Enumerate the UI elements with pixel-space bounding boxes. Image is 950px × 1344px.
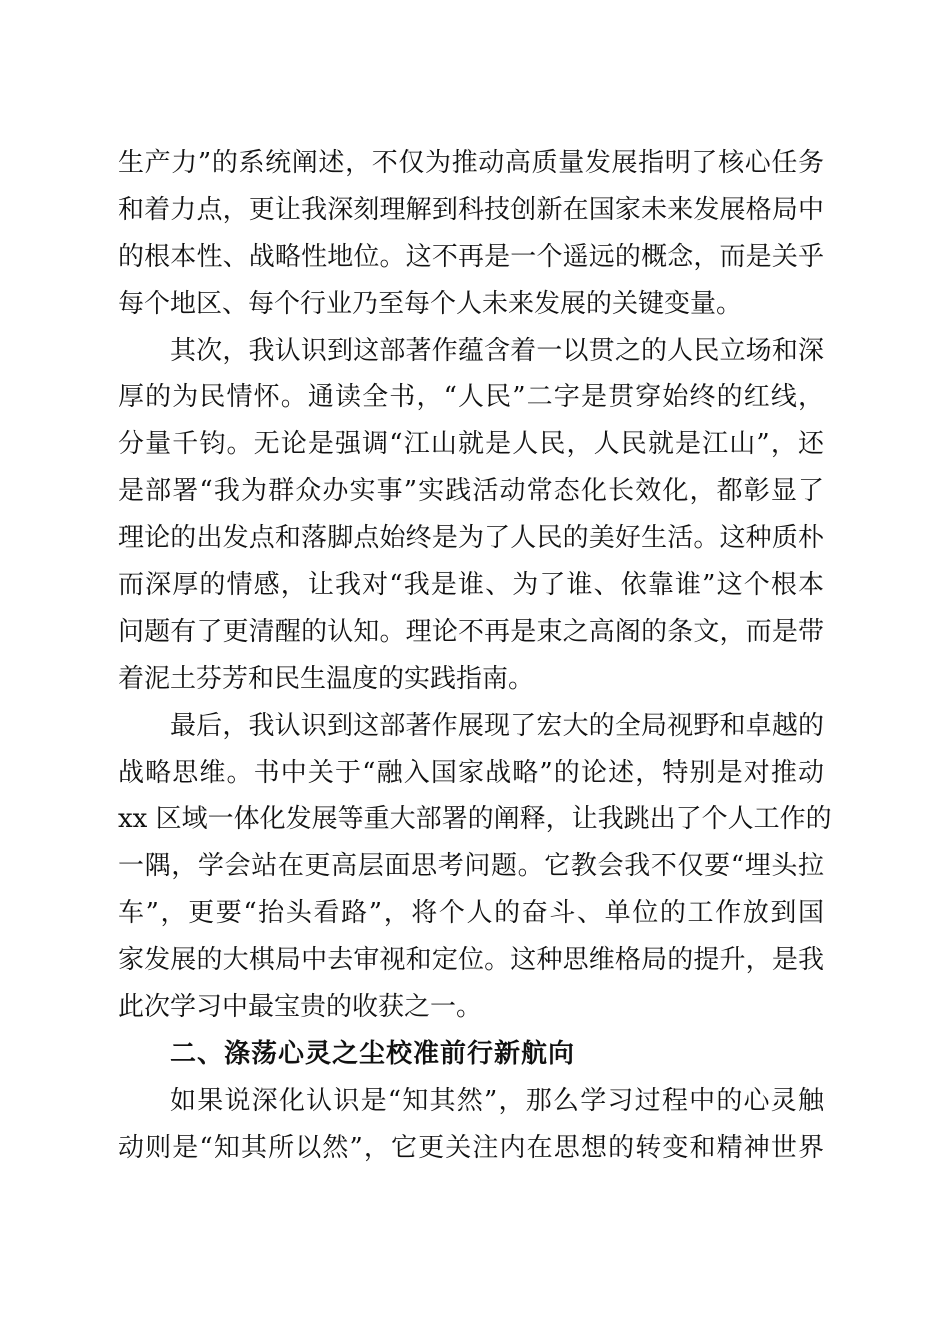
text-line: 车”，更要“抬头看路”，将个人的奋斗、单位的工作放到国 [118, 898, 824, 929]
text-line: 生产力”的系统阐述，不仅为推动高质量发展指明了核心任务 [118, 148, 824, 178]
paragraph-strategic-vision [118, 703, 832, 1031]
text-line: 每个地区、每个行业乃至每个人未来发展的关键变量。 [118, 288, 743, 319]
text-line: 其次，我认识到这部著作蕴含着一以贯之的人民立场和深 [170, 335, 824, 366]
text-line: 是部署“我为群众办实事”实践活动常态化长效化，都彰显了 [118, 476, 824, 507]
text-line: 此次学习中最宝贵的收获之一。 [118, 992, 483, 1023]
text-line: 一隅，学会站在更高层面思考问题。它教会我不仅要“埋头拉 [118, 851, 824, 882]
section-heading [118, 1031, 824, 1078]
text-line: 的根本性、战略性地位。这不再是一个遥远的概念，而是关乎 [118, 241, 824, 272]
text-line: 而深厚的情感，让我对“我是谁、为了谁、依靠谁”这个根本 [118, 570, 824, 601]
text-line: 如果说深化认识是“知其然”，那么学习过程中的心灵触 [170, 1085, 824, 1116]
paragraph-closing [118, 1078, 824, 1172]
text-line: xx 区域一体化发展等重大部署的阐释，让我跳出了个人工作的 [118, 804, 832, 835]
text-line: 厚的为民情怀。通读全书，“人民”二字是贯穿始终的红线， [118, 382, 824, 413]
text-line: 战略思维。书中关于“融入国家战略”的论述，特别是对推动 [118, 757, 824, 788]
paragraph-people-stance [118, 328, 824, 703]
document-body [118, 140, 832, 1172]
text-line: 动则是“知其所以然”，它更关注内在思想的转变和精神世界 [118, 1132, 824, 1163]
text-line: 分量千钧。无论是强调“江山就是人民，人民就是江山”，还 [118, 429, 824, 460]
text-line: 和着力点，更让我深刻理解到科技创新在国家未来发展格局中 [118, 194, 824, 225]
section-heading-text: 二、涤荡心灵之尘校准前行新航向 [170, 1038, 576, 1069]
text-line: 问题有了更清醒的认知。理论不再是束之高阁的条文，而是带 [118, 616, 824, 647]
text-line: 家发展的大棋局中去审视和定位。这种思维格局的提升，是我 [118, 945, 824, 976]
text-line: 最后，我认识到这部著作展现了宏大的全局视野和卓越的 [170, 710, 824, 741]
text-line: 理论的出发点和落脚点始终是为了人民的美好生活。这种质朴 [118, 523, 824, 554]
paragraph-continuation [118, 140, 824, 328]
text-line: 着泥土芬芳和民生温度的实践指南。 [118, 663, 535, 694]
